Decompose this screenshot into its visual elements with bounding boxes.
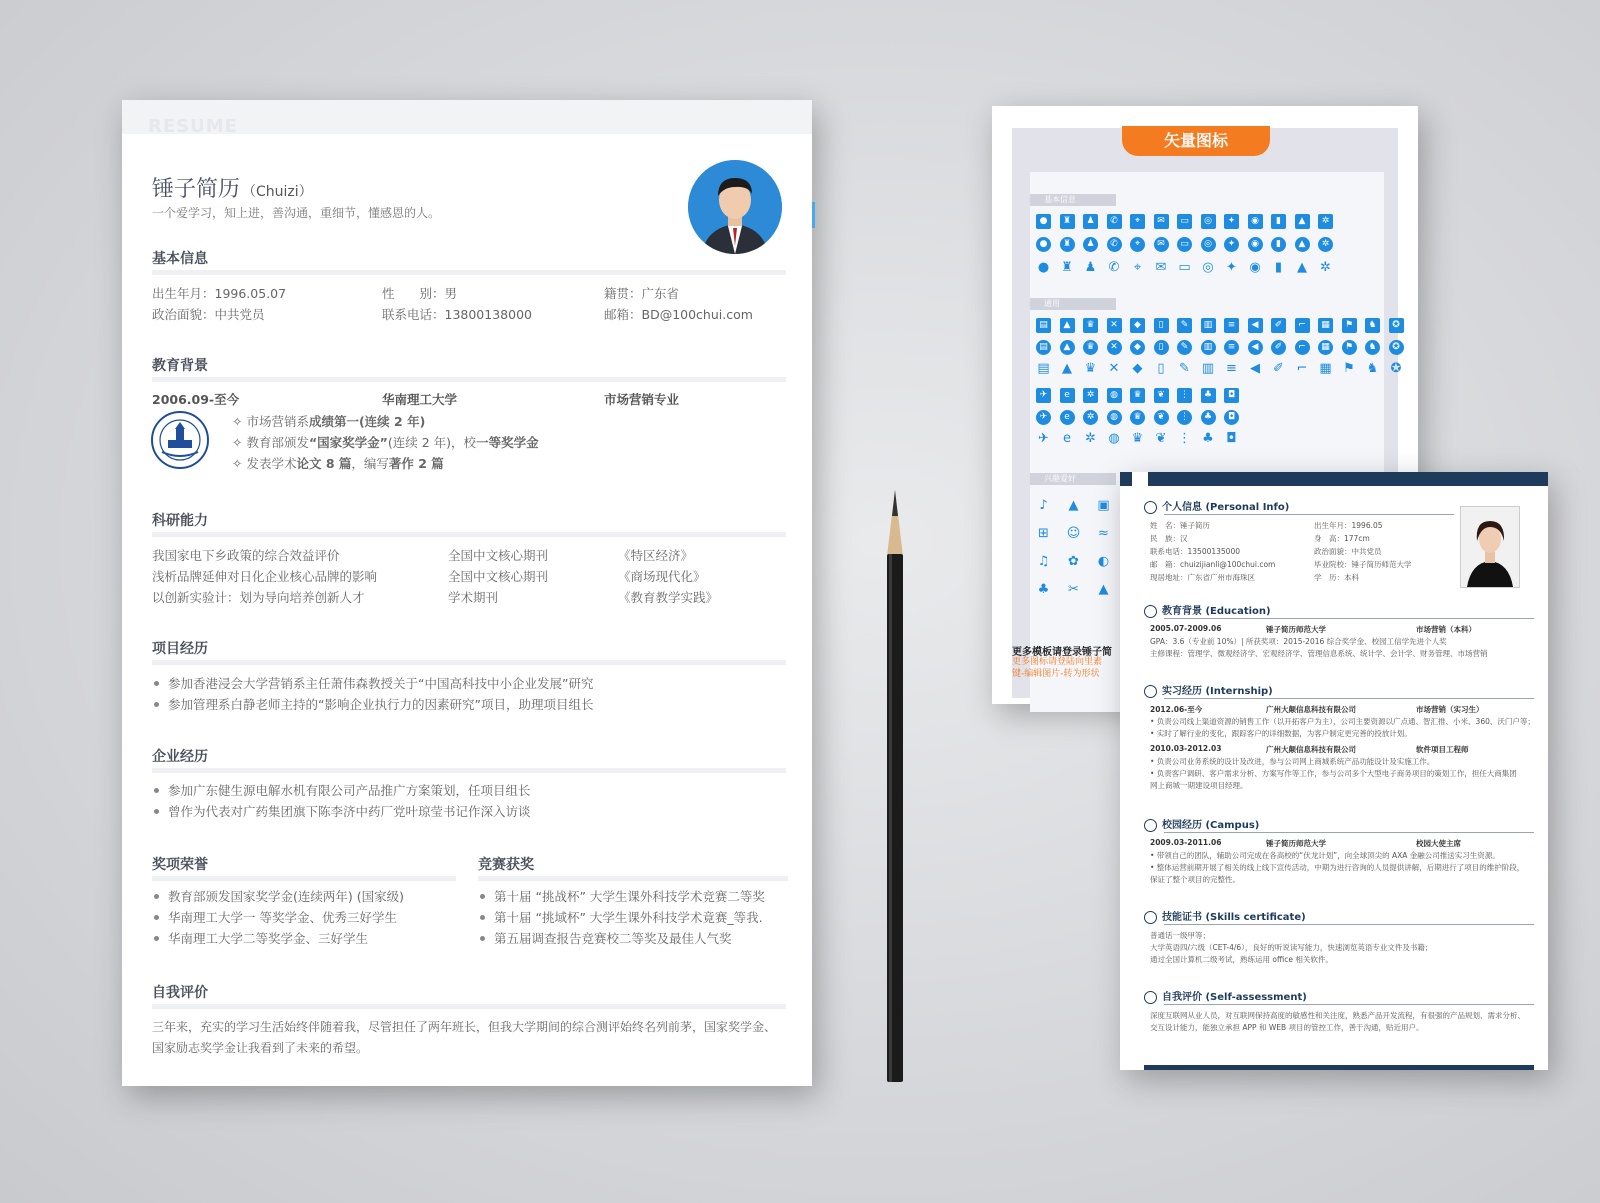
trophy-icon: ♛: [1083, 318, 1098, 333]
tree-icon: ♣: [1037, 582, 1050, 597]
location-icon: ⌖: [1130, 214, 1145, 229]
briefcase-icon: ▤: [1036, 340, 1051, 355]
qq-icon: ▲: [1295, 237, 1310, 252]
wechat-icon: ◎: [1202, 260, 1214, 275]
people-icon: ♟: [1083, 237, 1098, 252]
skill-line: 通过全国计算机二级考试，熟练运用 office 相关软件。: [1150, 955, 1333, 964]
skill-line: 普通话一级甲等；: [1150, 931, 1210, 940]
climb-icon: ▲: [1068, 498, 1079, 513]
project-item: 参加香港浸会大学营销系主任萧伟森教授关于“中国高科技中小企业发展”研究: [152, 674, 593, 692]
swim-icon: ≈: [1098, 526, 1109, 541]
research-journal-type: 全国中文核心期刊: [448, 569, 549, 584]
section-divider: [1164, 924, 1534, 925]
trophy-icon: ♛: [1083, 340, 1098, 355]
resume-name: [152, 172, 313, 203]
campus-line: 保证了整个项目的完整性。: [1150, 875, 1240, 884]
twitter-icon: ✦: [1224, 214, 1239, 229]
education-highlight: ✧ 发表学术论文 8 篇，编写著作 2 篇: [232, 456, 444, 471]
skills-heading: [1144, 908, 1306, 924]
graduation-icon: [1144, 605, 1157, 618]
plane-icon: ✈: [1038, 431, 1049, 446]
icon-sheet-banner: 矢量图标: [1122, 126, 1270, 156]
self-assessment-line: 深度互联网从业人员，对互联网保持高度的敏感性和关注度，熟悉产品开发流程，有很强的产品规划、需求分析、: [1150, 1011, 1525, 1020]
profile-photo: [1460, 506, 1520, 588]
edit-icon: ✎: [1179, 361, 1190, 376]
section-divider: [1164, 618, 1534, 619]
resume-watermark: RESUME: [148, 116, 238, 137]
more-templates-text: 更多模板请登录锤子简: [1012, 647, 1112, 658]
hammer-icon: ⌐: [1296, 361, 1308, 376]
people-icon: ♟: [1084, 260, 1097, 275]
id-icon: ▮: [1271, 214, 1286, 229]
education-highlight: ✧ 市场营销系成绩第一(连续 2 年): [232, 414, 426, 429]
qq-icon: ▲: [1297, 260, 1307, 275]
graduation-icon: ▲: [1062, 361, 1072, 376]
education-major: 市场营销（本科）: [1416, 625, 1476, 634]
education-highlight: ✧ 教育部颁发“国家奖学金”(连续 2 年)，校一等奖学金: [232, 435, 539, 450]
settings-icon: ✲: [1318, 237, 1333, 252]
more-icons-line: 更多图标请登陆向里素: [1012, 657, 1103, 667]
hammer-icon: ⌐: [1295, 340, 1310, 355]
internship-line: • 负责公司业务系统的设计及改进，参与公司网上商城系统产品功能设计及实施工作。: [1150, 757, 1435, 766]
list-icon: ≡: [1224, 340, 1239, 355]
worker-icon: ♜: [1061, 260, 1073, 275]
user-icon: ●: [1036, 214, 1051, 229]
phone-number: 联系电话：13800138000: [382, 307, 532, 322]
internship-heading: [1144, 682, 1273, 698]
section-divider: [152, 876, 456, 881]
name-en-text: （Chuizi）: [242, 184, 313, 200]
twitter-icon: ✦: [1226, 260, 1237, 275]
dance-icon: ♪: [1039, 498, 1048, 513]
mountain-icon: ▲: [1098, 582, 1109, 597]
research-journal-type: 学术期刊: [448, 590, 499, 605]
section-divider: [152, 660, 786, 665]
edit-icon: ✎: [1177, 318, 1192, 333]
phone-icon: ✆: [1107, 214, 1122, 229]
camera-icon: ◘: [1224, 388, 1239, 403]
sports-icon: ⚑: [1342, 340, 1357, 355]
gender: 性 别：男: [382, 286, 458, 301]
campus-school: 锤子简历师范大学: [1266, 839, 1326, 848]
section-divider: [1164, 514, 1454, 515]
briefcase-icon: [1144, 685, 1157, 698]
education-school: 锤子简历师范大学: [1266, 625, 1326, 634]
internship-company: 广州大颠信息科技有限公司: [1266, 745, 1356, 754]
card-icon: ▭: [1177, 214, 1192, 229]
leaf-icon: ❦: [1154, 410, 1169, 425]
group-icon: ♣: [1201, 410, 1216, 425]
tools-icon: ✕: [1108, 361, 1120, 376]
internship-line: • 实时了解行业的变化，跟踪客户的详细数据，为客户制定更完善的投放计划。: [1150, 729, 1412, 738]
twitter-icon: ✦: [1224, 237, 1239, 252]
section-divider: [152, 768, 786, 773]
education-period: 2005.07-2009.06: [1150, 624, 1222, 633]
self-evaluation-line: 国家励志奖学金让我看到了未来的希望。: [152, 1041, 369, 1055]
section-title-education: 教育背景: [152, 358, 208, 374]
university-logo-icon: [150, 410, 210, 470]
flow-icon: ⋮: [1177, 388, 1192, 403]
weibo-icon: ◉: [1249, 260, 1261, 275]
card-icon: ▭: [1177, 237, 1192, 252]
personal-field: 毕业院校：锤子简历师范大学: [1314, 560, 1412, 569]
section-divider: [152, 377, 786, 382]
internship-period: 2012.06-至今: [1150, 705, 1203, 714]
section-title-basic: 基本信息: [152, 251, 208, 267]
megaphone-icon: ◀: [1248, 340, 1263, 355]
location-icon: ⌖: [1130, 237, 1145, 252]
megaphone-icon: ◀: [1248, 318, 1263, 333]
briefcase-icon: ▤: [1036, 318, 1051, 333]
native-place: 籍贯：广东省: [604, 286, 680, 301]
section-title-self: 自我评价: [152, 985, 208, 1001]
award-item: 华南理工大学一 等奖学金、优秀三好学生: [152, 908, 397, 926]
personal-field: 学 历：本科: [1314, 573, 1359, 582]
highlight-bold: 著作 2 篇: [388, 456, 444, 471]
flag-icon: [1144, 819, 1157, 832]
more-icons-text: [1012, 656, 1102, 680]
self-evaluation-line: 三年来，充实的学习生活始终伴随着我，尽管担任了两年班长，但我大学期间的综合测评始终名列前茅，国家奖学金、: [152, 1020, 777, 1034]
campus-role: 校园大使主席: [1416, 839, 1461, 848]
email-address: 邮箱：BD@100chui.com: [604, 307, 753, 322]
personal-field: 出生年月：1996.05: [1314, 521, 1383, 530]
game-icon: ▣: [1097, 498, 1110, 513]
apps-icon: ▦: [1318, 318, 1333, 333]
id-icon: ▮: [1271, 237, 1286, 252]
leaf-icon: ❦: [1155, 431, 1167, 446]
worker-icon: ♜: [1060, 214, 1075, 229]
cart-icon: ⊞: [1038, 526, 1049, 541]
internship-role: 市场营销（实习生）: [1416, 705, 1484, 714]
icon-group-label: 兴趣爱好: [1030, 473, 1116, 485]
badge-icon: ✪: [1390, 361, 1402, 376]
book-icon: ▯: [1157, 361, 1165, 376]
phone-icon: ✆: [1107, 237, 1122, 252]
book-icon: ▯: [1154, 340, 1169, 355]
weibo-icon: ◉: [1248, 237, 1263, 252]
heading-text: 个人信息 (Personal Info): [1162, 502, 1290, 513]
location-icon: ⌖: [1133, 260, 1142, 275]
card-icon: ▭: [1178, 260, 1191, 275]
weibo-icon: ◉: [1248, 214, 1263, 229]
music-icon: ♫: [1037, 554, 1050, 569]
enterprise-item: 参加广东健生源电解水机有限公司产品推广方案策划，任项目组长: [152, 781, 531, 799]
personal-field: 现居地址：广东省广州市海珠区: [1150, 573, 1255, 582]
birth-date: 出生年月：1996.05.07: [152, 286, 287, 301]
list-icon: ≡: [1224, 318, 1239, 333]
ie-icon: e: [1060, 388, 1075, 403]
user-icon: ●: [1036, 237, 1051, 252]
internship-line: • 负责客户调研、客户需求分析、方案写作等工作，参与公司多个大型电子商务项目的策划工作，担任大商集团: [1150, 769, 1517, 778]
ie-icon: e: [1060, 410, 1075, 425]
section-divider: [152, 1004, 786, 1009]
campus-period: 2009.03-2011.06: [1150, 838, 1222, 847]
mail-icon: ✉: [1155, 260, 1167, 275]
section-title-research: 科研能力: [152, 513, 208, 529]
trophy-icon: ♛: [1084, 361, 1097, 376]
badge-icon: ✪: [1389, 318, 1404, 333]
mask-icon: ◐: [1097, 554, 1110, 569]
tools-icon: ✕: [1107, 340, 1122, 355]
gear-icon: ✲: [1083, 410, 1098, 425]
more-icons-line: 键-编辑图片-转为形状: [1012, 669, 1100, 679]
self-assessment-line: 交互设计能力，能独立承担 APP 和 WEB 项目的管控工作，善于沟通，贴近用户。: [1150, 1023, 1424, 1032]
megaphone-icon: ◀: [1250, 361, 1260, 376]
resume-main-page: [122, 100, 812, 1086]
bulb-icon: ◍: [1108, 431, 1120, 446]
profile-photo: [688, 160, 782, 254]
political-status: 政治面貌：中共党员: [152, 307, 265, 322]
gear-icon: ✲: [1083, 388, 1098, 403]
hammer-icon: ⌐: [1295, 318, 1310, 333]
icon-group-label: 通用: [1030, 298, 1116, 310]
internship-line: 网上商城一期建设项目经理。: [1150, 781, 1248, 790]
pen-icon: ✐: [1271, 340, 1286, 355]
campus-heading: [1144, 816, 1259, 832]
heading-text: 自我评价 (Self-assessment): [1162, 992, 1307, 1003]
personal-field: 姓 名：锤子简历: [1150, 521, 1210, 530]
chart-icon: ▥: [1201, 318, 1216, 333]
phone-icon: ✆: [1108, 260, 1120, 275]
highlight-text: (连续 2 年)，校: [387, 435, 477, 450]
section-divider: [478, 876, 788, 881]
graduation-icon: ▲: [1060, 340, 1075, 355]
cook-icon: ✂: [1068, 582, 1079, 597]
campus-line: • 带领自己的团队，辅助公司完成在各高校的“伏龙计划”，向全球顶尖的 AXA 金融公司推送实习生资源。: [1150, 851, 1500, 860]
education-line: 主修课程：管理学、微观经济学、宏观经济学、管理信息系统、统计学、会计学、财务管理、市场营销: [1150, 649, 1488, 658]
bulb-icon: ◍: [1107, 388, 1122, 403]
brain-icon: ✿: [1068, 554, 1079, 569]
side-tab: [812, 202, 815, 228]
settings-icon: ✲: [1318, 214, 1333, 229]
personal-info-heading: [1144, 498, 1289, 514]
heading-text: 技能证书 (Skills certificate): [1162, 912, 1306, 923]
group-icon: ♣: [1202, 431, 1214, 446]
project-item: 参加管理系白静老师主持的“影响企业执行力的因素研究”项目，助理项目组长: [152, 695, 593, 713]
edit-icon: [1144, 991, 1157, 1004]
pen-icon: ✐: [1271, 318, 1286, 333]
graduation-icon: ▲: [1060, 318, 1075, 333]
highlight-text: 市场营销系: [246, 414, 309, 429]
highlight-bold: “国家奖学金”: [308, 435, 388, 450]
section-divider: [1164, 1004, 1534, 1005]
resume-second-page: [1120, 472, 1548, 1070]
pen-icon: ✐: [1273, 361, 1284, 376]
mail-icon: ✉: [1154, 214, 1169, 229]
section-title-competitions: 竞赛获奖: [478, 857, 534, 873]
internship-company: 广州大颠信息科技有限公司: [1266, 705, 1356, 714]
bulb-icon: ◍: [1107, 410, 1122, 425]
layers-icon: ◆: [1130, 340, 1145, 355]
section-divider: [1164, 698, 1534, 699]
internship-role: 软件项目工程师: [1416, 745, 1469, 754]
ie-icon: e: [1063, 431, 1071, 446]
personal-field: 政治面貌：中共党员: [1314, 547, 1382, 556]
highlight-text: 发表学术: [246, 456, 297, 471]
award-item: 教育部颁发国家奖学金(连续两年) (国家级): [152, 887, 404, 905]
icon-group-label: 基本信息: [1030, 194, 1116, 206]
layers-icon: ◆: [1132, 361, 1143, 376]
id-icon: ▮: [1274, 260, 1283, 275]
research-title: 浅析品牌延伸对日化企业核心品牌的影响: [152, 569, 378, 584]
apps-icon: ▦: [1319, 361, 1332, 376]
worker-icon: ♜: [1060, 237, 1075, 252]
internship-period: 2010.03-2012.03: [1150, 744, 1222, 753]
cup-icon: ♛: [1130, 410, 1145, 425]
run-icon: ♞: [1365, 318, 1380, 333]
people-icon: ♟: [1083, 214, 1098, 229]
layers-icon: ◆: [1130, 318, 1145, 333]
apps-icon: ▦: [1318, 340, 1333, 355]
campus-line: • 整体运营前期开展了相关的线上线下宣传活动，中期为进行咨询的人员提供讲解，后期进行了项目的维护阶段，: [1150, 863, 1525, 872]
highlight-bold: 一等奖学金: [476, 435, 539, 450]
edit-icon: ✎: [1177, 340, 1192, 355]
flow-icon: ⋮: [1178, 431, 1191, 446]
award-item: 华南理工大学二等奖学金、三好学生: [152, 929, 368, 947]
highlight-text: 教育部颁发: [246, 435, 309, 450]
section-divider: [1164, 832, 1534, 833]
run-icon: ♞: [1366, 361, 1379, 376]
bottom-bar: [1144, 1065, 1534, 1070]
education-period: 2006.09-至今: [152, 392, 240, 407]
research-journal: 《特区经济》: [618, 548, 694, 563]
section-title-awards: 奖项荣誉: [152, 857, 208, 873]
chart-icon: ▥: [1201, 361, 1215, 376]
user-icon: ●: [1037, 260, 1050, 275]
research-journal: 《教育教学实践》: [618, 590, 719, 605]
flow-icon: ⋮: [1177, 410, 1192, 425]
personal-field: 邮 箱：chuizijianli@100chui.com: [1150, 560, 1276, 569]
highlight-bold: 成绩第一(连续 2 年): [308, 414, 426, 429]
heading-text: 校园经历 (Campus): [1162, 820, 1260, 831]
pencil-image: [880, 490, 910, 1090]
personal-field: 民 族：汉: [1150, 534, 1188, 543]
chart-icon: ▥: [1201, 340, 1216, 355]
qq-icon: ▲: [1295, 214, 1310, 229]
competition-item: 第十届 “挑战杯” 大学生课外科技学术竞赛二等奖: [478, 887, 765, 905]
name-text: 锤子简历: [152, 177, 241, 202]
section-divider: [152, 270, 786, 275]
education-heading: [1144, 602, 1271, 618]
group-icon: ♣: [1201, 388, 1216, 403]
section-title-enterprise: 企业经历: [152, 749, 208, 765]
cup-icon: ♛: [1131, 431, 1144, 446]
heading-text: 实习经历 (Internship): [1162, 686, 1273, 697]
camera-icon: ◘: [1224, 410, 1239, 425]
person-icon: [1144, 501, 1157, 514]
camera-icon: ◘: [1226, 431, 1237, 446]
top-bar: [1120, 472, 1548, 486]
briefcase-icon: ▤: [1037, 361, 1050, 376]
competition-item: 第五届调查报告竞赛校二等奖及最佳人气奖: [478, 929, 732, 947]
section-title-projects: 项目经历: [152, 641, 208, 657]
gear-icon: ✲: [1085, 431, 1096, 446]
competition-item: 第十届 “挑域杯” 大学生课外科技学术竟赛_等我.: [478, 908, 763, 926]
face-icon: ☺: [1066, 526, 1081, 541]
education-line: GPA：3.6（专业前 10%）| 所获奖项：2015-2016 综合奖学金、校园工信学先进个人奖: [1150, 637, 1447, 646]
skill-line: 大学英语四/六级（CET-4/6），良好的听说读写能力，快速浏览英语专业文件及书籍；: [1150, 943, 1433, 952]
research-title: 我国家电下乡政策的综合效益评价: [152, 548, 340, 563]
resume-motto: 一个爱学习，知上进，善沟通，重细节，懂感恩的人。: [152, 206, 441, 220]
tools-icon: ✕: [1107, 318, 1122, 333]
settings-icon: ✲: [1320, 260, 1331, 275]
self-assessment-heading: [1144, 988, 1307, 1004]
highlight-bold: 论文 8 篇: [296, 456, 352, 471]
research-title: 以创新实验计：划为导向培养创新人才: [152, 590, 365, 605]
cup-icon: ♛: [1130, 388, 1145, 403]
research-journal: 《商场现代化》: [618, 569, 706, 584]
mail-icon: ✉: [1154, 237, 1169, 252]
personal-field: 联系电话：13500135000: [1150, 547, 1240, 556]
book-icon: ▯: [1154, 318, 1169, 333]
internship-line: • 负责公司线上渠道资源的销售工作（以开拓客户为主），公司主要资源以广点通、智汇推、小米、360、沃门户等；: [1150, 717, 1535, 726]
run-icon: ♞: [1365, 340, 1380, 355]
sports-icon: ⚑: [1342, 318, 1357, 333]
badge-icon: ✪: [1389, 340, 1404, 355]
section-divider: [152, 532, 786, 537]
enterprise-item: 曾作为代表对广药集团旗下陈李济中药厂党叶琼莹书记作深入访谈: [152, 802, 531, 820]
research-journal-type: 全国中文核心期刊: [448, 548, 549, 563]
heading-text: 教育背景 (Education): [1162, 606, 1271, 617]
wechat-icon: ◎: [1201, 237, 1216, 252]
leaf-icon: ❦: [1154, 388, 1169, 403]
wechat-icon: ◎: [1201, 214, 1216, 229]
tools-icon: [1144, 911, 1157, 924]
list-icon: ≡: [1226, 361, 1237, 376]
plane-icon: ✈: [1036, 388, 1051, 403]
education-school: 华南理工大学: [382, 392, 458, 407]
personal-field: 身 高：177cm: [1314, 534, 1370, 543]
plane-icon: ✈: [1036, 410, 1051, 425]
sports-icon: ⚑: [1343, 361, 1355, 376]
highlight-text: ，编写: [351, 456, 389, 471]
education-major: 市场营销专业: [604, 392, 680, 407]
